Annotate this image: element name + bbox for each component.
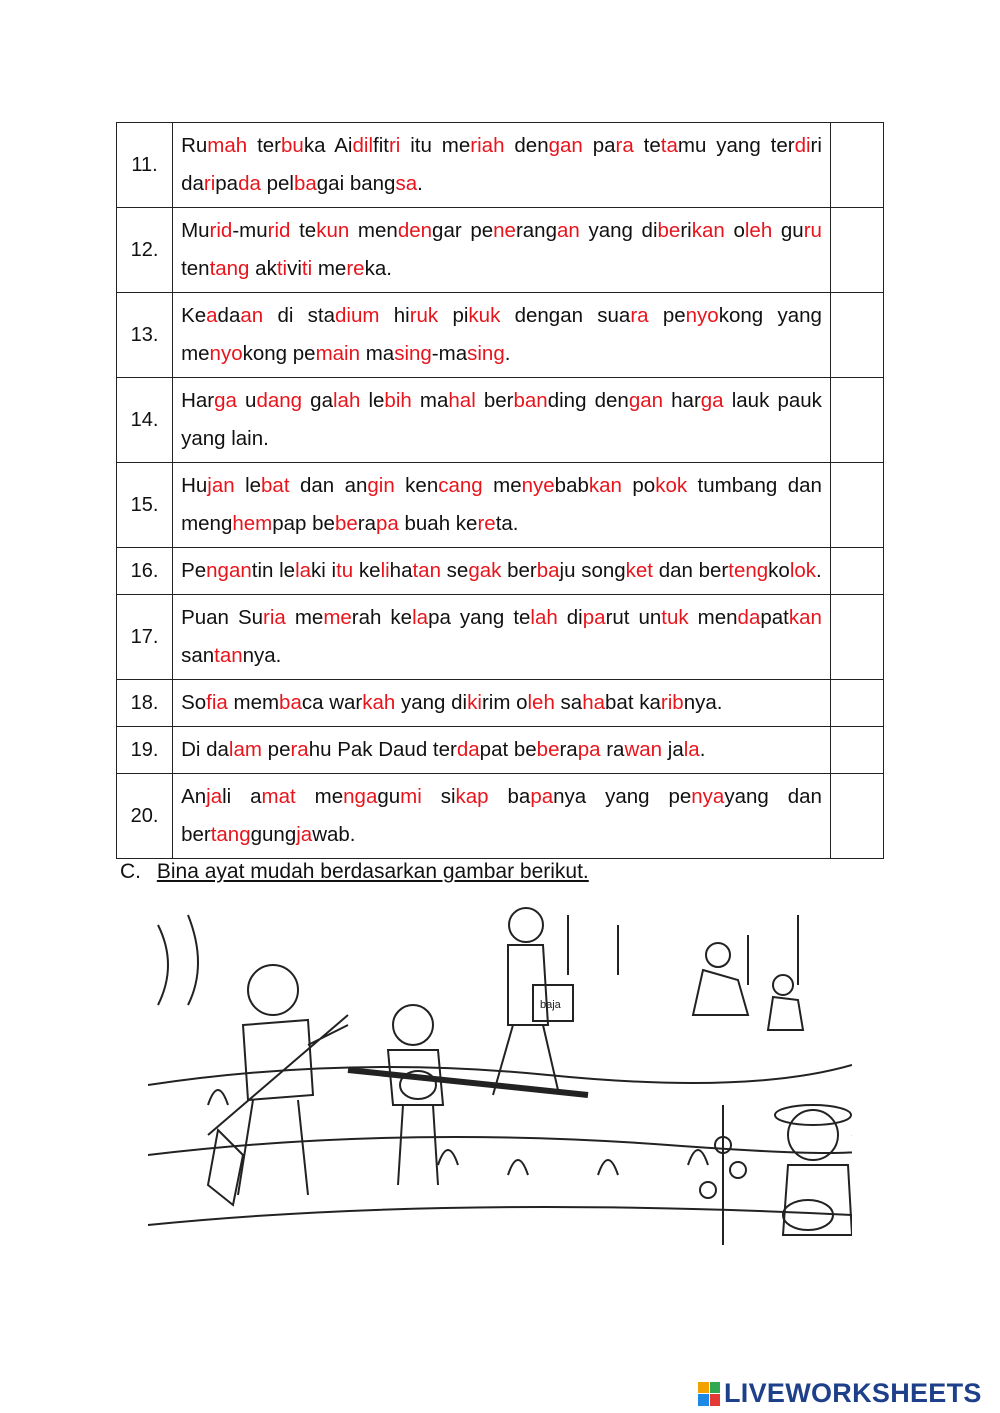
highlighted-syllable: ba — [279, 691, 302, 714]
highlighted-syllable: lah — [530, 606, 558, 629]
plain-text: si — [421, 785, 456, 808]
highlighted-syllable: kuk — [468, 304, 501, 327]
highlighted-syllable: nya — [691, 785, 725, 808]
highlighted-syllable: an — [240, 304, 264, 327]
plain-text: har — [663, 389, 701, 412]
sentence — [173, 123, 831, 208]
sentence — [173, 208, 831, 293]
highlighted-syllable: gan — [548, 134, 583, 157]
highlighted-syllable: cang — [438, 474, 483, 497]
highlighted-syllable: da — [456, 738, 480, 761]
plain-text: . — [699, 738, 706, 761]
plain-text: rut un — [605, 606, 662, 629]
plain-text: nya yang pe — [553, 785, 692, 808]
plain-text: Ru — [181, 134, 208, 157]
plain-text: da — [217, 304, 241, 327]
sentence — [173, 595, 831, 680]
plain-text: ko — [768, 559, 790, 582]
section-instruction: Bina ayat mudah berdasarkan gambar berikut. — [156, 860, 589, 883]
highlighted-syllable: ban — [513, 389, 548, 412]
highlighted-syllable: kun — [316, 219, 350, 242]
highlighted-syllable: ba — [293, 172, 317, 195]
plain-text: An — [181, 785, 207, 808]
answer-cell[interactable] — [830, 208, 883, 293]
highlighted-syllable: hem — [232, 512, 273, 535]
plain-text: hu Pak Daud ter — [308, 738, 457, 761]
plain-text: Di da — [181, 738, 229, 761]
highlighted-syllable: ga — [214, 389, 237, 412]
highlighted-syllable: ra — [290, 738, 309, 761]
highlighted-syllable: mi — [400, 785, 422, 808]
highlighted-syllable: kok — [655, 474, 688, 497]
plain-text: -mu — [232, 219, 268, 242]
highlighted-syllable: rid — [209, 219, 233, 242]
highlighted-syllable: ta — [660, 134, 678, 157]
row-number: 12. — [117, 208, 173, 293]
highlighted-syllable: den — [397, 219, 433, 242]
plain-text: Pe — [181, 559, 207, 582]
highlighted-syllable: ra — [630, 304, 649, 327]
plain-text: pa yang te — [428, 606, 531, 629]
sentence — [173, 463, 831, 548]
plain-text: So — [181, 691, 207, 714]
highlighted-syllable: la — [412, 606, 429, 629]
plain-text: pe — [261, 738, 291, 761]
highlighted-syllable: pa — [582, 606, 606, 629]
plain-text: -ma — [431, 342, 468, 365]
plain-text: ri — [680, 219, 692, 242]
highlighted-syllable: lah — [332, 389, 361, 412]
row-number: 13. — [117, 293, 173, 378]
answer-cell[interactable] — [830, 595, 883, 680]
highlighted-syllable: a — [206, 304, 218, 327]
highlighted-syllable: bih — [384, 389, 412, 412]
row-number: 18. — [117, 680, 173, 727]
plain-text: gai bang — [316, 172, 396, 195]
plain-text: pe — [648, 304, 686, 327]
highlighted-syllable: wan — [624, 738, 663, 761]
answer-cell[interactable] — [830, 727, 883, 774]
highlighted-syllable: dang — [256, 389, 303, 412]
highlighted-syllable: ja — [296, 823, 313, 846]
plain-text: Mu — [181, 219, 210, 242]
plain-text: buah ke — [398, 512, 478, 535]
plain-text: pel — [260, 172, 294, 195]
plain-text: ter — [247, 134, 282, 157]
garden-illustration — [148, 905, 852, 1253]
highlighted-syllable: li — [380, 559, 390, 582]
plain-text: ding den — [547, 389, 629, 412]
highlighted-syllable: gak — [468, 559, 502, 582]
highlighted-syllable: mat — [261, 785, 296, 808]
highlighted-syllable: mah — [207, 134, 248, 157]
highlighted-syllable: nyo — [685, 304, 719, 327]
plain-text: men — [688, 606, 738, 629]
plain-text: itu me — [400, 134, 471, 157]
highlighted-syllable: riah — [470, 134, 505, 157]
highlighted-syllable: kap — [455, 785, 489, 808]
highlighted-syllable: ri — [388, 134, 401, 157]
plain-text: mem — [227, 691, 280, 714]
plain-text: kong yang me — [181, 304, 822, 365]
plain-text: rah ke — [351, 606, 413, 629]
plain-text: vi — [287, 257, 302, 280]
sentence — [173, 774, 831, 859]
plain-text: me — [312, 257, 347, 280]
highlighted-syllable: sa — [395, 172, 418, 195]
highlighted-syllable: tu — [336, 559, 354, 582]
highlighted-syllable: kan — [691, 219, 725, 242]
section-label: C. — [120, 860, 141, 883]
plain-text: gung — [250, 823, 297, 846]
liveworksheets-logo — [698, 1378, 982, 1409]
highlighted-syllable: be — [536, 738, 560, 761]
plain-text: pi — [438, 304, 469, 327]
plain-text: dan ber — [653, 559, 729, 582]
answer-cell[interactable] — [830, 548, 883, 595]
row-number: 15. — [117, 463, 173, 548]
plain-text: ju song — [559, 559, 626, 582]
plain-text: ber — [501, 559, 537, 582]
row-number: 20. — [117, 774, 173, 859]
table-row — [117, 680, 884, 727]
logo-text: LIVEWORKSHEETS — [724, 1378, 982, 1408]
answer-cell[interactable] — [830, 463, 883, 548]
highlighted-syllable: ket — [625, 559, 654, 582]
plain-text: ra — [600, 738, 625, 761]
answer-cell[interactable] — [830, 123, 883, 208]
table-row — [117, 123, 884, 208]
highlighted-syllable: da — [238, 172, 261, 195]
highlighted-syllable: tang — [209, 257, 250, 280]
highlighted-syllable: be — [657, 219, 681, 242]
table-row — [117, 595, 884, 680]
plain-text: ka Ai — [303, 134, 353, 157]
highlighted-syllable: la — [295, 559, 312, 582]
highlighted-syllable: bu — [281, 134, 304, 157]
plain-text: te — [290, 219, 317, 242]
logo-icon — [698, 1382, 720, 1406]
plain-text: se — [440, 559, 469, 582]
highlighted-syllable: leh — [527, 691, 555, 714]
plain-text: dan an — [289, 474, 368, 497]
plain-text: ka. — [364, 257, 392, 280]
plain-text: pa — [582, 134, 616, 157]
highlighted-syllable: dium — [335, 304, 380, 327]
highlighted-syllable: pa — [577, 738, 601, 761]
answer-cell[interactable] — [830, 774, 883, 859]
plain-text: ken — [394, 474, 439, 497]
highlighted-syllable: pa — [375, 512, 399, 535]
plain-text: ra — [559, 738, 578, 761]
table-row — [117, 548, 884, 595]
plain-text: gar pe — [432, 219, 494, 242]
highlighted-syllable: sing — [467, 342, 505, 365]
highlighted-syllable: tuk — [661, 606, 689, 629]
sentence — [173, 293, 831, 378]
syllable-table — [116, 122, 884, 859]
section-c-heading — [120, 860, 589, 884]
highlighted-syllable: ba — [536, 559, 560, 582]
highlighted-syllable: rid — [267, 219, 291, 242]
highlighted-syllable: kan — [788, 606, 822, 629]
plain-text: tin le — [251, 559, 296, 582]
plain-text: ga — [302, 389, 333, 412]
highlighted-syllable: ruk — [409, 304, 439, 327]
plain-text: me — [285, 606, 324, 629]
highlighted-syllable: kah — [362, 691, 396, 714]
highlighted-syllable: dil — [352, 134, 373, 157]
highlighted-syllable: la — [683, 738, 700, 761]
plain-text: ma — [360, 342, 395, 365]
plain-text: men — [349, 219, 398, 242]
table-row — [117, 727, 884, 774]
plain-text: kong pe — [242, 342, 316, 365]
plain-text: ten — [181, 257, 210, 280]
highlighted-syllable: ri — [203, 172, 216, 195]
plain-text: bab — [554, 474, 589, 497]
plain-text: Ke — [181, 304, 207, 327]
highlighted-syllable: hal — [448, 389, 476, 412]
table-row — [117, 378, 884, 463]
plain-text: o — [724, 219, 745, 242]
plain-text: ha — [389, 559, 413, 582]
plain-text: rang — [515, 219, 557, 242]
plain-text: te — [633, 134, 661, 157]
highlighted-syllable: tan — [412, 559, 441, 582]
plain-text: nya. — [683, 691, 723, 714]
plain-text: ja — [662, 738, 684, 761]
plain-text: ke — [353, 559, 381, 582]
highlighted-syllable: rib — [660, 691, 684, 714]
plain-text: pap be — [272, 512, 335, 535]
plain-text: yang di — [579, 219, 658, 242]
highlighted-syllable: me — [323, 606, 352, 629]
plain-text: dengan sua — [500, 304, 631, 327]
highlighted-syllable: di — [794, 134, 811, 157]
highlighted-syllable: kan — [588, 474, 622, 497]
row-number: 17. — [117, 595, 173, 680]
plain-text: mu yang ter — [677, 134, 795, 157]
plain-text: u — [236, 389, 257, 412]
plain-text: wab. — [312, 823, 356, 846]
answer-cell[interactable] — [830, 293, 883, 378]
highlighted-syllable: ru — [803, 219, 822, 242]
plain-text: tumbang dan meng — [181, 474, 822, 535]
plain-text: . — [417, 172, 423, 195]
highlighted-syllable: jan — [207, 474, 235, 497]
highlighted-syllable: ki — [467, 691, 482, 714]
table-row — [117, 293, 884, 378]
highlighted-syllable: lok — [789, 559, 817, 582]
plain-text: ca war — [301, 691, 363, 714]
plain-text: . — [816, 559, 822, 582]
highlighted-syllable: ti — [301, 257, 313, 280]
highlighted-syllable: sing — [394, 342, 432, 365]
bag-label: baja — [540, 999, 561, 1011]
highlighted-syllable: lam — [228, 738, 262, 761]
plain-text: me — [482, 474, 522, 497]
highlighted-syllable: tang — [210, 823, 251, 846]
table-row — [117, 463, 884, 548]
plain-text: pat — [760, 606, 789, 629]
highlighted-syllable: tan — [214, 644, 243, 667]
row-number: 11. — [117, 123, 173, 208]
plain-text: rim o — [481, 691, 528, 714]
plain-text: fit — [373, 134, 389, 157]
highlighted-syllable: gin — [367, 474, 395, 497]
highlighted-syllable: leh — [744, 219, 773, 242]
sentence — [173, 727, 831, 774]
plain-text: ri da — [181, 134, 822, 195]
highlighted-syllable: teng — [728, 559, 769, 582]
row-number: 19. — [117, 727, 173, 774]
plain-text: ba — [488, 785, 531, 808]
plain-text: nya. — [242, 644, 282, 667]
plain-text: gu — [772, 219, 804, 242]
plain-text: Hu — [181, 474, 208, 497]
highlighted-syllable: da — [737, 606, 761, 629]
plain-text: bat ka — [605, 691, 661, 714]
highlighted-syllable: nye — [521, 474, 555, 497]
highlighted-syllable: main — [315, 342, 360, 365]
highlighted-syllable: pa — [530, 785, 554, 808]
plain-text: sa — [554, 691, 583, 714]
plain-text: po — [621, 474, 656, 497]
plain-text: le — [234, 474, 262, 497]
plain-text: pa — [215, 172, 239, 195]
plain-text: me — [295, 785, 344, 808]
plain-text: ta. — [495, 512, 519, 535]
plain-text: san — [181, 644, 215, 667]
plain-text: Har — [181, 389, 215, 412]
plain-text: . — [504, 342, 511, 365]
row-number: 14. — [117, 378, 173, 463]
plain-text: di sta — [263, 304, 336, 327]
highlighted-syllable: gan — [628, 389, 664, 412]
plain-text: yang dan ber — [181, 785, 822, 846]
row-number: 16. — [117, 548, 173, 595]
plain-text: ma — [411, 389, 449, 412]
answer-cell[interactable] — [830, 378, 883, 463]
highlighted-syllable: ha — [582, 691, 606, 714]
plain-text: ki i — [311, 559, 337, 582]
plain-text: di — [557, 606, 583, 629]
plain-text: le — [360, 389, 385, 412]
highlighted-syllable: nga — [343, 785, 378, 808]
plain-text: ber — [475, 389, 514, 412]
plain-text: yang di — [395, 691, 468, 714]
plain-text: lauk pauk yang lain. — [181, 389, 822, 450]
highlighted-syllable: an — [556, 219, 580, 242]
plain-text: ak — [249, 257, 277, 280]
plain-text: Puan Su — [181, 606, 264, 629]
highlighted-syllable: ne — [493, 219, 516, 242]
highlighted-syllable: re — [346, 257, 365, 280]
plain-text: hi — [379, 304, 410, 327]
highlighted-syllable: bat — [261, 474, 290, 497]
highlighted-syllable: ga — [700, 389, 724, 412]
table-row — [117, 208, 884, 293]
plain-text: pat be — [479, 738, 537, 761]
sentence — [173, 378, 831, 463]
highlighted-syllable: ria — [263, 606, 286, 629]
highlighted-syllable: ti — [276, 257, 288, 280]
sentence — [173, 548, 831, 595]
highlighted-syllable: ngan — [206, 559, 252, 582]
sentence — [173, 680, 831, 727]
plain-text: den — [504, 134, 549, 157]
highlighted-syllable: ra — [615, 134, 634, 157]
table-row — [117, 774, 884, 859]
plain-text: gu — [377, 785, 401, 808]
plain-text: ra — [357, 512, 376, 535]
highlighted-syllable: re — [477, 512, 496, 535]
highlighted-syllable: nyo — [209, 342, 243, 365]
plain-text: li a — [222, 785, 262, 808]
answer-cell[interactable] — [830, 680, 883, 727]
highlighted-syllable: fia — [206, 691, 228, 714]
highlighted-syllable: ja — [206, 785, 223, 808]
highlighted-syllable: be — [334, 512, 358, 535]
